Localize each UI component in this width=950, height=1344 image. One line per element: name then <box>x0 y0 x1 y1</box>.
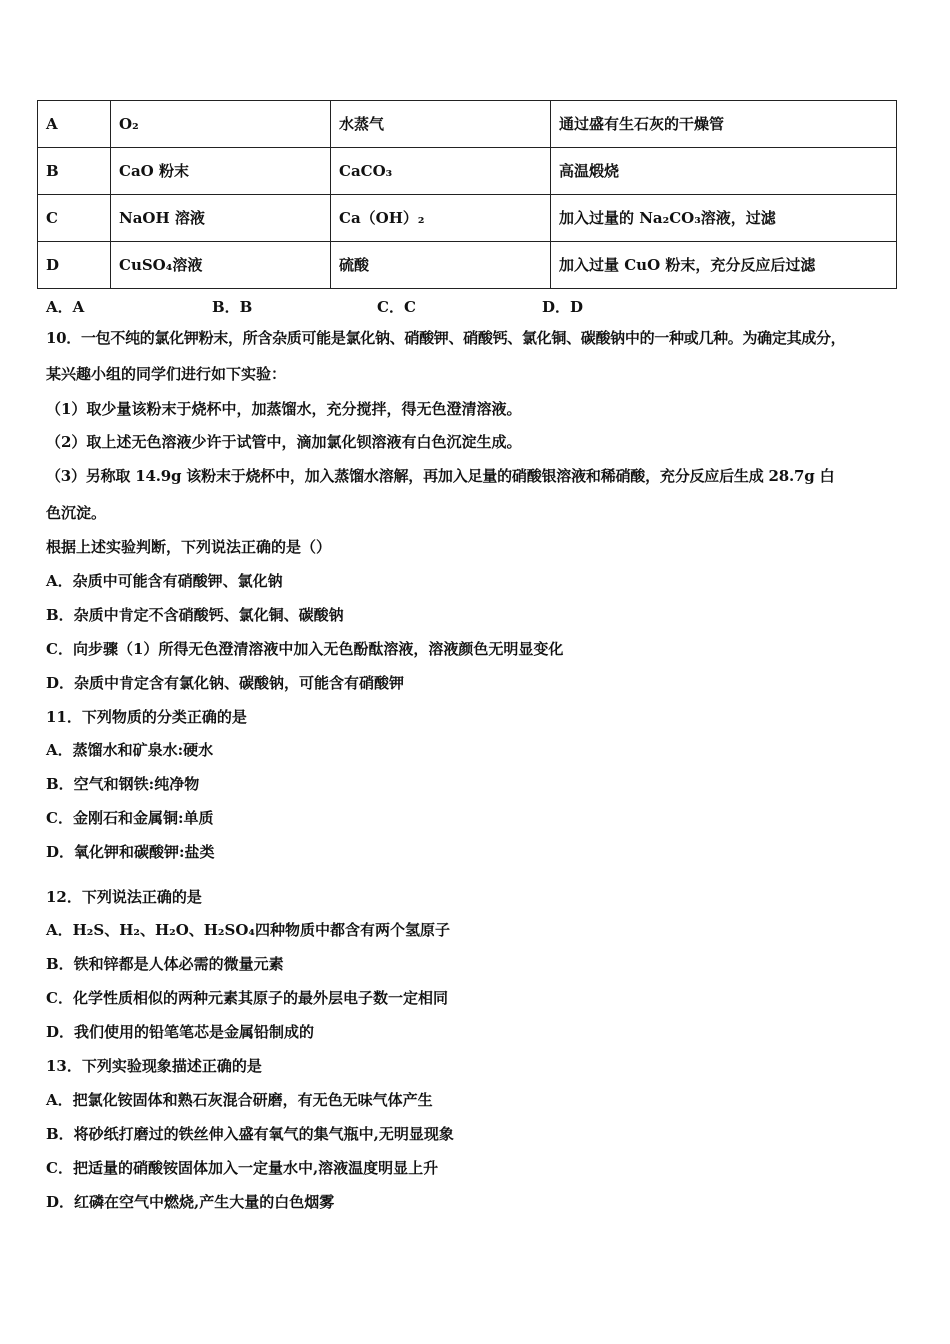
q13-stem: 13．下列实验现象描述正确的是 <box>46 1057 262 1075</box>
method-cell: 高温煅烧 <box>551 148 897 195</box>
q9-choice-b: B．B <box>212 298 253 316</box>
row-label: D <box>38 242 111 289</box>
q10-step-1: （1）取少量该粉末于烧杯中，加蒸馏水，充分搅拌，得无色澄清溶液。 <box>46 400 522 418</box>
table-row <box>38 148 897 195</box>
options-table <box>37 100 897 289</box>
q10-option-b: B．杂质中肯定不含硝酸钙、氯化铜、碳酸钠 <box>46 606 344 624</box>
q11-option-b: B．空气和钢铁:纯净物 <box>46 775 200 793</box>
row-label: C <box>38 195 111 242</box>
substance-cell: CuSO₄溶液 <box>111 242 331 289</box>
q12-option-b: B．铁和锌都是人体必需的微量元素 <box>46 955 284 973</box>
q10-option-a: A．杂质中可能含有硝酸钾、氯化钠 <box>46 572 283 590</box>
table-row <box>38 242 897 289</box>
table-row <box>38 101 897 148</box>
q11-option-c: C．金刚石和金属铜:单质 <box>46 809 214 827</box>
q13-option-c: C．把适量的硝酸铵固体加入一定量水中,溶液温度明显上升 <box>46 1159 439 1177</box>
method-cell: 通过盛有生石灰的干燥管 <box>551 101 897 148</box>
method-cell: 加入过量的 Na₂CO₃溶液，过滤 <box>551 195 897 242</box>
q11-option-d: D．氧化钾和碳酸钾:盐类 <box>46 843 215 861</box>
method-cell: 加入过量 CuO 粉末，充分反应后过滤 <box>551 242 897 289</box>
row-label: A <box>38 101 111 148</box>
q10-option-c: C．向步骤（1）所得无色澄清溶液中加入无色酚酞溶液，溶液颜色无明显变化 <box>46 640 564 658</box>
q13-option-d: D．红磷在空气中燃烧,产生大量的白色烟雾 <box>46 1193 335 1211</box>
q10-step-3-cont: 色沉淀。 <box>46 504 107 522</box>
q11-option-a: A．蒸馏水和矿泉水:硬水 <box>46 741 214 759</box>
q9-choice-d: D．D <box>542 298 584 316</box>
q9-choice-a: A．A <box>46 298 85 316</box>
q12-option-a: A．H₂S、H₂、H₂O、H₂SO₄四种物质中都含有两个氢原子 <box>46 921 450 939</box>
q10-step-2: （2）取上述无色溶液少许于试管中，滴加氯化钡溶液有白色沉淀生成。 <box>46 433 522 451</box>
q13-option-b: B．将砂纸打磨过的铁丝伸入盛有氧气的集气瓶中,无明显现象 <box>46 1125 454 1143</box>
q12-option-d: D．我们使用的铅笔笔芯是金属铅制成的 <box>46 1023 315 1041</box>
q12-option-c: C．化学性质相似的两种元素其原子的最外层电子数一定相同 <box>46 989 448 1007</box>
impurity-cell: 水蒸气 <box>331 101 551 148</box>
substance-cell: O₂ <box>111 101 331 148</box>
table-row <box>38 195 897 242</box>
substance-cell: NaOH 溶液 <box>111 195 331 242</box>
q10-option-d: D．杂质中肯定含有氯化钠、碳酸钠，可能含有硝酸钾 <box>46 674 405 692</box>
q13-option-a: A．把氯化铵固体和熟石灰混合研磨，有无色无味气体产生 <box>46 1091 433 1109</box>
q10-step-3: （3）另称取 14.9g 该粉末于烧杯中，加入蒸馏水溶解，再加入足量的硝酸银溶液和稀硝酸，充分反应后生成 28.7g 白 <box>46 467 835 485</box>
q12-stem: 12．下列说法正确的是 <box>46 888 202 906</box>
q10-ask: 根据上述实验判断，下列说法正确的是（） <box>46 538 332 556</box>
impurity-cell: 硫酸 <box>331 242 551 289</box>
impurity-cell: CaCO₃ <box>331 148 551 195</box>
substance-cell: CaO 粉末 <box>111 148 331 195</box>
q11-stem: 11．下列物质的分类正确的是 <box>46 708 247 726</box>
q9-choice-c: C．C <box>377 298 416 316</box>
q10-stem-cont: 某兴趣小组的同学们进行如下实验： <box>46 365 287 383</box>
impurity-cell: Ca（OH）₂ <box>331 195 551 242</box>
row-label: B <box>38 148 111 195</box>
q10-stem: 10．一包不纯的氯化钾粉末，所含杂质可能是氯化钠、硝酸钾、硝酸钙、氯化铜、碳酸钠中的一种或几种。为确定其成分， <box>46 329 846 347</box>
